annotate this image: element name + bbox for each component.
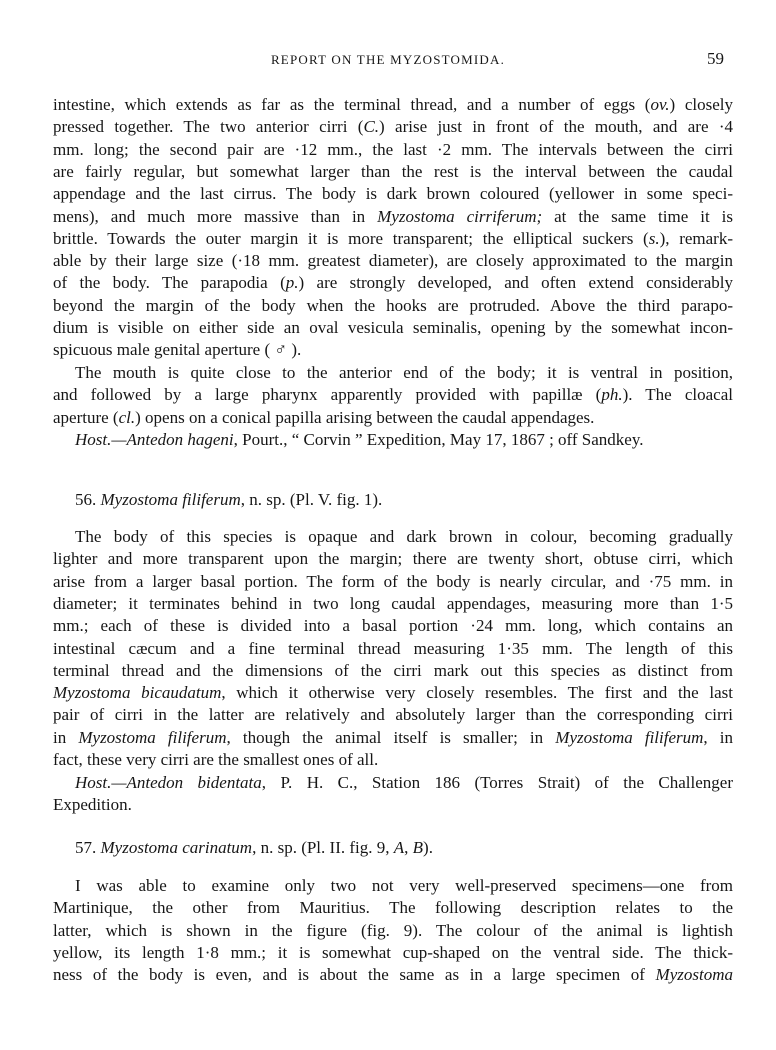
text-span: in xyxy=(53,727,79,747)
italic-text: Myzostoma filiferum xyxy=(100,490,241,509)
italic-text: s. xyxy=(648,228,660,248)
text-span: ). The cloacal xyxy=(622,385,733,405)
text-line xyxy=(53,384,733,406)
text-line xyxy=(53,942,733,964)
text-span: diameter; it terminates behind in two long caudal appendages, measuring more than 1·5 xyxy=(53,593,733,613)
text-span: ), remark- xyxy=(659,228,733,248)
text-span: Expedition. xyxy=(53,795,132,815)
text-span: ness of the body is even, and is about the same as in a large specimen of xyxy=(53,965,656,985)
text-line xyxy=(53,660,733,682)
text-span: ) arise just in front of the mouth, and are ·4 xyxy=(379,117,733,137)
text-span: I was able to examine only two not very well-preserved specimens—one from xyxy=(75,876,733,895)
text-span: 57. xyxy=(75,838,101,857)
section-heading xyxy=(75,489,382,511)
italic-text: ov. xyxy=(650,95,670,114)
italic-text: Myzostoma bicaudatum xyxy=(53,683,222,703)
text-line xyxy=(53,407,733,429)
italic-text: Myzostoma xyxy=(655,965,733,985)
text-span: lighter and more transparent upon the margin; there are twenty short, obtuse cirri, which xyxy=(53,549,733,569)
text-line xyxy=(53,161,733,183)
text-line xyxy=(53,183,733,205)
text-span: , in xyxy=(703,727,734,747)
text-span: pair of cirri in the latter are relatively and absolutely larger than the corresponding cirri xyxy=(53,705,733,725)
text-line xyxy=(53,228,733,250)
text-line xyxy=(53,94,733,116)
text-line xyxy=(53,794,733,816)
italic-text: cl. xyxy=(118,407,136,427)
text-span: intestinal cæcum and a fine terminal thread measuring 1·35 mm. The length of this xyxy=(53,638,733,658)
text-line xyxy=(53,593,733,615)
italic-text: Host.—Antedon bidentata xyxy=(75,773,262,792)
text-span: , xyxy=(404,838,413,857)
text-span: , n. sp. (Pl. II. fig. 9, xyxy=(252,838,394,857)
text-line xyxy=(75,772,733,794)
text-line xyxy=(53,964,733,986)
text-span: of the body. The parapodia ( xyxy=(53,273,286,293)
italic-text: Host.—Antedon hageni xyxy=(75,430,234,449)
text-line xyxy=(53,638,733,660)
italic-text: Myzostoma filiferum xyxy=(555,727,704,747)
text-span: The mouth is quite close to the anterior end of the body; it is ventral in position, xyxy=(75,363,733,382)
text-span: terminal thread and the dimensions of the cirri mark out this species as distinct from xyxy=(53,660,733,680)
text-line xyxy=(53,116,733,138)
text-line xyxy=(53,250,733,272)
text-span: ) opens on a conical papilla arising between the caudal appendages. xyxy=(135,407,595,427)
text-span: appendage and the last cirrus. The body is dark brown coloured (yellower in some speci- xyxy=(53,184,733,204)
text-span: and followed by a large pharynx apparently provided with papillæ ( xyxy=(53,385,602,405)
text-span: mm.; each of these is divided into a basal portion ·24 mm. long, which contains an xyxy=(53,616,733,636)
text-line xyxy=(53,897,733,919)
text-span: latter, which is shown in the figure (fig. 9). The colour of the animal is lightish xyxy=(53,920,733,940)
text-span: , which it otherwise very closely resembles. The first and the last xyxy=(221,683,733,703)
italic-text: Myzostoma filiferum xyxy=(78,727,227,747)
text-line xyxy=(53,615,733,637)
text-span: , n. sp. (Pl. V. fig. 1). xyxy=(240,490,383,509)
italic-text: Myzostoma cirriferum; xyxy=(377,206,543,226)
text-span: are fairly regular, but somewhat larger than the rest is the interval between the caudal xyxy=(53,161,733,181)
italic-text: p. xyxy=(285,273,299,293)
text-line xyxy=(53,206,733,228)
text-span: ) closely xyxy=(669,95,733,114)
italic-text: A xyxy=(393,838,405,857)
page-number: 59 xyxy=(707,49,724,68)
text-span: ) are strongly developed, and often extend considerably xyxy=(298,273,733,293)
text-line xyxy=(75,526,733,548)
text-span: at the same time it is xyxy=(542,206,733,226)
text-line xyxy=(53,920,733,942)
text-span: arise from a larger basal portion. The form of the body is nearly circular, and ·75 mm. in xyxy=(53,571,733,591)
text-line xyxy=(53,548,733,570)
text-span: ). xyxy=(423,838,433,857)
italic-text: ph. xyxy=(601,385,623,405)
text-span: , P. H. C., Station 186 (Torres Strait) of the Challenger xyxy=(261,773,733,792)
text-line xyxy=(53,727,733,749)
text-span: spicuous male genital aperture ( ♂ ). xyxy=(53,340,302,360)
text-line xyxy=(53,272,733,294)
text-span: able by their large size (·18 mm. greatest diameter), are closely approximated to the margin xyxy=(53,251,733,271)
text-line xyxy=(53,704,733,726)
text-span: fact, these very cirri are the smallest ones of all. xyxy=(53,750,379,769)
text-line xyxy=(75,429,733,451)
text-line xyxy=(53,139,733,161)
text-line xyxy=(53,571,733,593)
text-line xyxy=(53,339,733,361)
text-span: aperture ( xyxy=(53,407,119,427)
text-line xyxy=(53,317,733,339)
text-span: yellow, its length 1·8 mm.; it is somewhat cup-shaped on the ventral side. The thick- xyxy=(53,942,733,962)
text-span: 56. xyxy=(75,490,101,509)
running-title: REPORT ON THE MYZOSTOMIDA. xyxy=(270,52,506,67)
text-span: , though the animal itself is smaller; in xyxy=(226,727,556,747)
text-span: The body of this species is opaque and dark brown in colour, becoming gradually xyxy=(75,527,733,546)
italic-text: B xyxy=(412,838,424,857)
text-span: mm. long; the second pair are ·12 mm., the last ·2 mm. The intervals between the cirri xyxy=(53,139,733,159)
italic-text: Myzostoma carinatum xyxy=(100,838,253,857)
text-line xyxy=(53,749,733,771)
text-span: , Pourt., “ Corvin ” Expedition, May 17, 1867 ; off Sandkey. xyxy=(233,430,644,449)
text-span: Martinique, the other from Mauritius. The following description relates to the xyxy=(53,898,733,918)
text-span: pressed together. The two anterior cirri ( xyxy=(53,117,364,137)
text-span: beyond the margin of the body when the hooks are protruded. Above the third parapo- xyxy=(53,295,733,315)
text-span: intestine, which extends as far as the terminal thread, and a number of eggs ( xyxy=(53,95,651,114)
text-line xyxy=(53,295,733,317)
text-span: brittle. Towards the outer margin it is more transparent; the elliptical suckers ( xyxy=(53,228,649,248)
section-heading xyxy=(75,837,433,859)
text-line xyxy=(75,362,733,384)
text-line xyxy=(75,875,733,897)
text-span: dium is visible on either side an oval vesicula seminalis, opening by the somewhat incon- xyxy=(53,318,733,337)
text-line xyxy=(53,682,733,704)
text-span: mens), and much more massive than in xyxy=(53,206,378,226)
italic-text: C. xyxy=(363,117,380,137)
